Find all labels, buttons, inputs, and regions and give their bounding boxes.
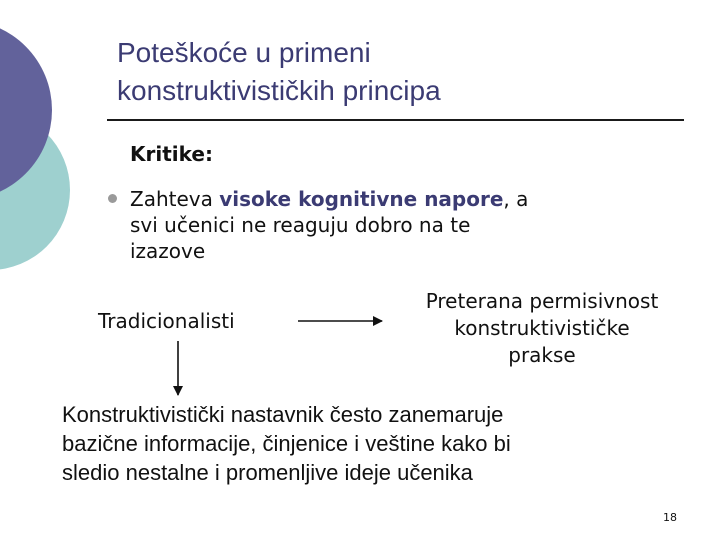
title-divider: [107, 119, 684, 121]
bullet-line-1-post: , a: [503, 187, 529, 211]
section-heading: Kritike:: [130, 142, 213, 166]
page-number: 18: [663, 511, 677, 524]
bullet-highlight: visoke kognitivne napore: [219, 187, 504, 211]
conclusion-line-2: bazične informacije, činjenice i veštine kako bi: [62, 431, 511, 456]
permissiveness-line-1: Preterana permisivnost: [425, 289, 659, 313]
permissiveness-label: [392, 288, 692, 369]
decorative-circles: [0, 0, 110, 300]
traditionalists-label: Tradicionalisti: [98, 309, 235, 333]
slide-title: [117, 34, 441, 110]
bullet-dot-icon: [108, 194, 117, 203]
title-line-1: Poteškoće u primeni: [117, 37, 371, 68]
permissiveness-line-2: konstruktivističke: [454, 316, 630, 340]
conclusion-line-1: Konstruktivistički nastavnik često zanemaruje: [62, 402, 504, 427]
bullet-line-2: svi učenici ne reaguju dobro na te: [130, 213, 471, 237]
bullet-line-1: [130, 186, 630, 212]
bullet-item: [130, 186, 630, 264]
title-line-2: konstruktivističkih principa: [117, 75, 441, 106]
bullet-line-3: izazove: [130, 239, 206, 263]
conclusion-text: [62, 400, 702, 487]
permissiveness-line-3: prakse: [508, 343, 576, 367]
conclusion-line-3: sledio nestalne i promenljive ideje učenika: [62, 460, 473, 485]
bullet-line-1-pre: Zahteva: [130, 187, 220, 211]
